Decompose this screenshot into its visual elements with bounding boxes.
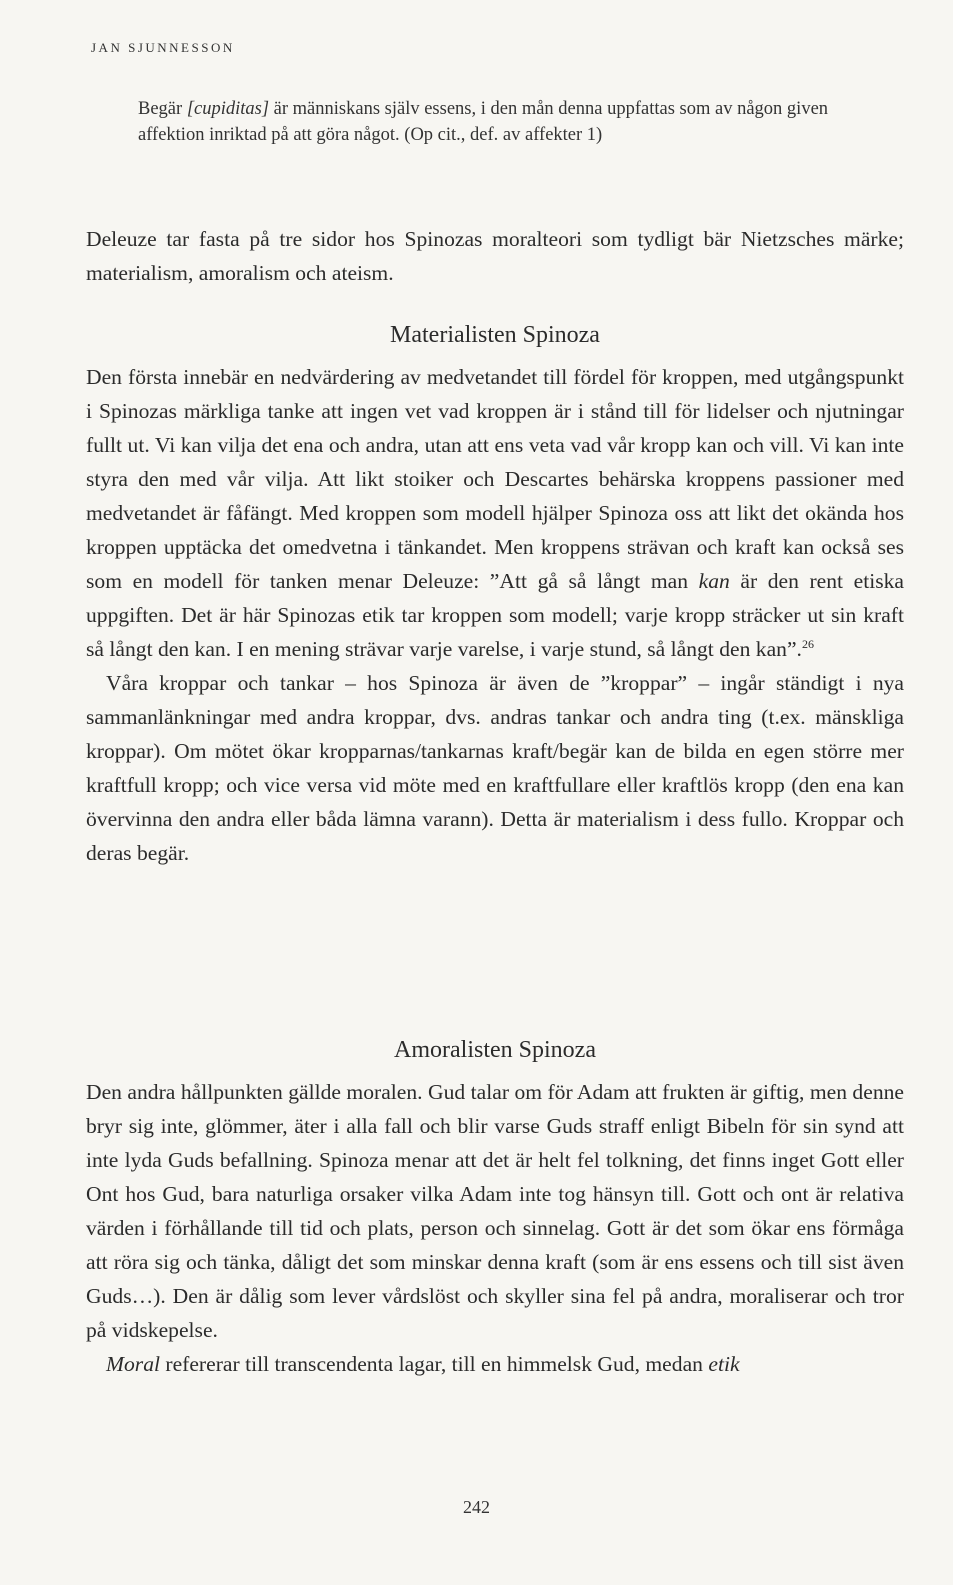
- emphasis: Moral: [106, 1352, 160, 1376]
- quote-term: [cupiditas]: [186, 99, 270, 119]
- paragraph: Den andra hållpunkten gällde moralen. Gud talar om för Adam att frukten är giftig, men denne bryr sig inte, glömmer, äter i alla fall och blir varse Guds straff enligt Bibeln för sin synd att inte lyda Guds befallning. Spinoza menar att det är helt fel tolkning, det finns inget Gott eller Ont hos Gud, bara naturliga orsaker vilka Adam inte tog hänsyn till. Gott och ont är relativa värden i förhållande till tid och plats, person och sinnelag. Gott är det som ökar ens förmåga att röra sig och tänka, dåligt det som minskar denna kraft (som är ens essens och till sist även Guds…). Den är dålig som lever vårdslöst och skyller sina fel på andra, moraliserar och tror på vidskepelse.: [86, 1080, 904, 1342]
- quote-pre: Begär: [138, 99, 187, 119]
- quote-post: är människans själv essens, i den mån denna uppfattas som av någon given affektion inriktad på att göra något. (Op cit., def. av affekter 1): [138, 99, 829, 145]
- section-amoralist-body: [86, 1075, 904, 1381]
- emphasis: etik: [708, 1352, 740, 1376]
- running-head: JAN SJUNNESSON: [91, 40, 235, 55]
- section-heading-materialist: Materialisten Spinoza: [390, 322, 600, 348]
- intro-block: [86, 222, 904, 290]
- page-number: 242: [463, 1497, 490, 1517]
- section-materialist-body: [86, 360, 904, 870]
- section-heading-amoralist: Amoralisten Spinoza: [394, 1037, 596, 1063]
- paragraph: Våra kroppar och tankar – hos Spinoza är även de ”kroppar” – ingår ständigt i nya sammanlänkningar med andra kroppar, dvs. andras tankar och andra ting (t.ex. mänskliga kroppar). Om mötet ökar kropparnas/tankarnas kraft/begär kan de bilda en egen större mer kraftfull kropp; och vice versa vid möte med en kraftfullare eller kraftlös kropp (den ena kan övervinna den andra eller båda lämna varann). Detta är materialism i dess fullo. Kroppar och deras begär.: [86, 671, 904, 865]
- paragraph-text: refererar till transcendenta lagar, till en himmelsk Gud, medan: [159, 1352, 709, 1376]
- paragraph-text: är den rent etiska uppgiften. Det är här Spinozas etik tar kroppen som modell; varje kropp sträcker ut sin kraft så långt den kan. I en mening strävar varje varelse, i varje stund, så långt den kan”.: [86, 569, 904, 661]
- emphasis: kan: [698, 569, 730, 593]
- paragraph: [86, 360, 904, 666]
- footnote-ref: 26: [801, 636, 814, 651]
- intro-paragraph: Deleuze tar fasta på tre sidor hos Spinozas moralteori som tydligt bär Nietzsches märke; materialism, amoralism och ateism.: [86, 227, 904, 285]
- paragraph-text: Den första innebär en nedvärdering av medvetandet till fördel för kroppen, med utgångspunkt i Spinozas märkliga tanke att ingen vet vad kroppen är i stånd till för lidelser och njutningar fullt ut. Vi kan vilja det ena och andra, utan att ens veta vad vår kropp kan och vill. Vi kan inte styra den med vår vilja. Att likt stoiker och Descartes behärska kroppens passioner med medvetandet är fåfängt. Med kroppen som modell hjälper Spinoza oss att likt det okända hos kroppen upptäcka det omedvetna i tänkandet. Men kroppens strävan och kraft kan också ses som en modell för tanken menar Deleuze: ”Att gå så långt man: [86, 365, 904, 593]
- paragraph: [86, 1347, 904, 1381]
- block-quote: [138, 96, 878, 148]
